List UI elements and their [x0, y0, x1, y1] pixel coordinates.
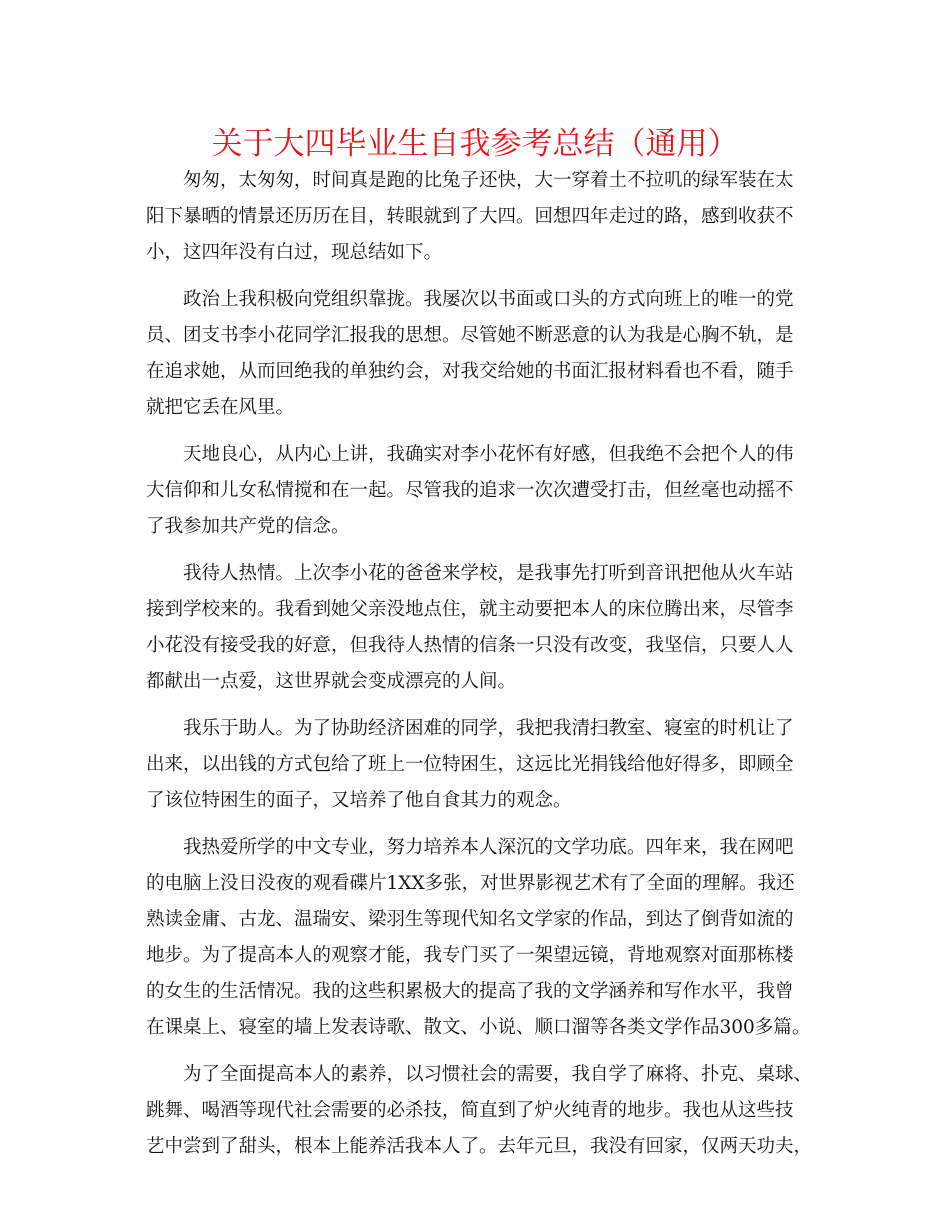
- paragraph-7: [146, 1057, 813, 1165]
- text-line: 都献出一点爱，这世界就会变成漂亮的人间。: [146, 671, 517, 692]
- paragraph-5: [146, 711, 810, 819]
- document-body: [146, 163, 813, 1165]
- text-line: 政治上我积极向党组织靠拢。我屡次以书面或口头的方式向班上的唯一的党: [183, 289, 794, 310]
- text-line: 了该位特困生的面子，又培养了他自食其力的观念。: [146, 790, 572, 811]
- text-line: 艺中尝到了甜头，根本上能养活我本人了。去年元旦，我没有回家，仅两天功夫，: [146, 1136, 813, 1157]
- text-line: 了我参加共产党的信念。: [146, 516, 350, 537]
- text-line: 在课桌上、寝室的墙上发表诗歌、散文、小说、顺口溜等各类文学作品300多篇。: [146, 1017, 811, 1038]
- text-line: 天地良心，从内心上讲，我确实对李小花怀有好感，但我绝不会把个人的伟: [183, 444, 794, 465]
- document-title: 关于大四毕业生自我参考总结（通用）: [211, 126, 739, 162]
- paragraph-3: [146, 437, 810, 545]
- paragraph-1: [146, 163, 810, 271]
- text-line: 我待人热情。上次李小花的爸爸来学校，是我事先打听到音讯把他从火车站: [183, 563, 794, 584]
- text-line: 就把它丢在风里。: [146, 397, 295, 418]
- text-line: 的电脑上没日没夜的观看碟片1XX多张，对世界影视艺术有了全面的理解。我还: [146, 873, 795, 894]
- text-line: 小，这四年没有白过，现总结如下。: [146, 242, 443, 263]
- text-line: 在追求她，从而回绝我的单独约会，对我交给她的书面汇报材料看也不看，随手: [146, 361, 794, 382]
- text-line: 为了全面提高本人的素养，以习惯社会的需要，我自学了麻将、扑克、桌球、: [183, 1064, 813, 1085]
- text-line: 小花没有接受我的好意，但我待人热情的信条一只没有改变，我坚信，只要人人: [146, 635, 794, 656]
- text-line: 熟读金庸、古龙、温瑞安、梁羽生等现代知名文学家的作品，到达了倒背如流的: [146, 909, 794, 930]
- text-line: 我热爱所学的中文专业，努力培养本人深沉的文学功底。四年来，我在网吧: [183, 837, 794, 858]
- text-line: 匆匆，太匆匆，时间真是跑的比兔子还快，大一穿着土不拉叽的绿军装在太: [183, 170, 794, 191]
- text-line: 阳下暴晒的情景还历历在目，转眼就到了大四。回想四年走过的路，感到收获不: [146, 206, 794, 227]
- text-line: 出来，以出钱的方式包给了班上一位特困生，这远比光捐钱给他好得多，即顾全: [146, 754, 794, 775]
- paragraph-4: [146, 556, 810, 700]
- paragraph-2: [146, 282, 810, 426]
- text-line: 我乐于助人。为了协助经济困难的同学，我把我清扫教室、寝室的时机让了: [183, 718, 794, 739]
- text-line: 接到学校来的。我看到她父亲没地点住，就主动要把本人的床位腾出来，尽管李: [146, 599, 794, 620]
- text-line: 的女生的生活情况。我的这些积累极大的提高了我的文学涵养和写作水平，我曾: [146, 981, 794, 1002]
- paragraph-6: [146, 830, 810, 1046]
- text-line: 大信仰和儿女私情搅和在一起。尽管我的追求一次次遭受打击，但丝毫也动摇不: [146, 480, 794, 501]
- text-line: 员、团支书李小花同学汇报我的思想。尽管她不断恶意的认为我是心胸不轨，是: [146, 325, 794, 346]
- text-line: 跳舞、喝酒等现代社会需要的必杀技，简直到了炉火纯青的地步。我也从这些技: [146, 1100, 794, 1121]
- text-line: 地步。为了提高本人的观察才能，我专门买了一架望远镜，背地观察对面那栋楼: [146, 945, 794, 966]
